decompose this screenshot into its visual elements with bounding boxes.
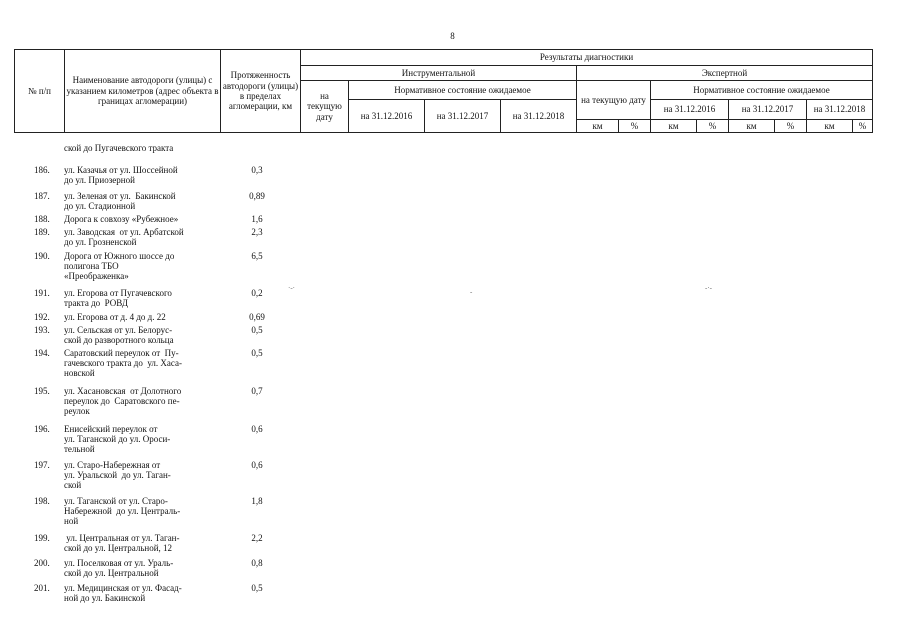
road-name-line: ул. Хасановская от Долотного: [64, 386, 182, 396]
header-name: Наименование автодороги (улицы) с указанием километров (адрес объекта в границах агломерации): [65, 50, 221, 133]
row-number: 199.: [34, 533, 50, 543]
road-length: 0,69: [249, 312, 265, 322]
header-date-expert: на 31.12.2018: [807, 100, 873, 120]
row-number: 190.: [34, 251, 50, 261]
road-name-line: ул. Уральской до ул. Таган-: [64, 470, 171, 480]
road-name: [64, 460, 222, 490]
road-length: 0,3: [251, 165, 263, 175]
row-number: 195.: [34, 386, 50, 396]
scan-artifact: ‐·‐: [705, 284, 712, 292]
road-name-line: ской до ул. Центральной, 12: [64, 543, 173, 553]
road-name-line: ул. Заводская от ул. Арбатской: [64, 227, 184, 237]
header-unit-pct: %: [775, 120, 807, 133]
header-date-expert: на 31.12.2016: [651, 100, 729, 120]
header-expert: Экспертной: [577, 66, 873, 81]
road-name: [64, 558, 222, 578]
road-length: 2,2: [251, 533, 263, 543]
road-name-line: «Преображенка»: [64, 271, 129, 281]
road-name-line: новской: [64, 368, 95, 378]
road-name-line: реулок: [64, 406, 90, 416]
road-name-line: Набережной до ул. Централь-: [64, 506, 181, 516]
road-name: [64, 251, 222, 281]
header-date-expert: на 31.12.2017: [729, 100, 807, 120]
road-length: 2,3: [251, 227, 263, 237]
road-name-line: до ул. Приозерной: [64, 175, 135, 185]
row-number: 192.: [34, 312, 50, 322]
road-name-line: ул. Старо-Набережная от: [64, 460, 161, 470]
road-name: [64, 533, 222, 553]
road-name-line: до ул. Стадионной: [64, 201, 136, 211]
header-date-instr: на 31.12.2016: [349, 100, 425, 133]
road-name: [64, 227, 222, 247]
road-name-line: Дорога от Южного шоссе до: [64, 251, 175, 261]
row-number: 197.: [34, 460, 50, 470]
header-instrumental: Инструментальной: [301, 66, 577, 81]
scan-artifact: ·‐·: [288, 284, 295, 292]
road-name-line: Саратовский переулок от Пу-: [64, 348, 179, 358]
road-name-line: полигона ТБО: [64, 261, 119, 271]
row-number: 188.: [34, 214, 50, 224]
header-normative-expert: Нормативное состояние ожидаемое: [651, 81, 873, 100]
page-number: 8: [450, 31, 455, 41]
header-unit-km: км: [807, 120, 853, 133]
road-name-line: ул. Зеленая от ул. Бакинской: [64, 191, 176, 201]
road-name-line: ской до разворотного кольца: [64, 335, 174, 345]
road-name: [64, 348, 222, 378]
road-length: 0,89: [249, 191, 265, 201]
continuation-line: ской до Пугачевского тракта: [64, 143, 174, 153]
road-name: [64, 386, 222, 416]
road-name-line: ул. Казачья от ул. Шоссейной: [64, 165, 178, 175]
row-number: 198.: [34, 496, 50, 506]
road-name: [64, 583, 222, 603]
scan-artifact: ‐: [470, 288, 473, 296]
header-unit-km: км: [729, 120, 775, 133]
road-name: [64, 288, 222, 308]
road-name-line: ул. Медицинская от ул. Фасад-: [64, 583, 182, 593]
road-length: 0,2: [251, 288, 263, 298]
road-name-line: ской до ул. Центральной: [64, 568, 159, 578]
road-name-line: ной: [64, 516, 79, 526]
row-number: 191.: [34, 288, 50, 298]
header-normative-instr: Нормативное состояние ожидаемое: [349, 81, 577, 100]
header-current-date-instr: на текущую дату: [301, 81, 349, 133]
road-name: [64, 214, 222, 224]
road-name: [64, 424, 222, 454]
road-name-line: ул. Таганской от ул. Старо-: [64, 496, 168, 506]
road-name-line: переулок до Саратовского пе-: [64, 396, 180, 406]
road-length: 0,5: [251, 583, 263, 593]
road-length: 6,5: [251, 251, 263, 261]
road-name-line: тельной: [64, 444, 95, 454]
road-name-line: ул. Егорова от Пугачевского: [64, 288, 172, 298]
header-unit-pct: %: [697, 120, 729, 133]
row-number: 196.: [34, 424, 50, 434]
row-number: 194.: [34, 348, 50, 358]
row-number: 193.: [34, 325, 50, 335]
road-name-line: Енисейский переулок от: [64, 424, 158, 434]
row-number: 200.: [34, 558, 50, 568]
row-number: 186.: [34, 165, 50, 175]
row-number: 187.: [34, 191, 50, 201]
road-name-line: до ул. Грозненской: [64, 237, 137, 247]
road-name: [64, 191, 222, 211]
road-length: 0,6: [251, 424, 263, 434]
road-name-line: ул. Поселковая от ул. Ураль-: [64, 558, 174, 568]
road-length: 0,6: [251, 460, 263, 470]
road-length: 0,8: [251, 558, 263, 568]
road-length: 0,5: [251, 325, 263, 335]
road-name: [64, 165, 222, 185]
road-length: 0,5: [251, 348, 263, 358]
header-diagnostics: Результаты диагностики: [301, 50, 873, 66]
road-name-line: ул. Егорова от д. 4 до д. 22: [64, 312, 166, 322]
header-unit-pct: %: [619, 120, 651, 133]
header-length: Протяженность автодороги (улицы) в пределах агломерации, км: [221, 50, 301, 133]
header-current-date-expert: на текущую дату: [577, 81, 651, 120]
header-num: № п/п: [15, 50, 65, 133]
road-name-line: ул. Сельская от ул. Белорус-: [64, 325, 173, 335]
road-name: [64, 496, 222, 526]
road-name-line: ул. Центральная от ул. Таган-: [64, 533, 180, 543]
header-unit-km: км: [651, 120, 697, 133]
road-name: [64, 312, 222, 322]
road-name-line: Дорога к совхозу «Рубежное»: [64, 214, 179, 224]
road-name: [64, 325, 222, 345]
header-unit-pct: %: [853, 120, 873, 133]
road-length: 0,7: [251, 386, 263, 396]
road-name-line: ной до ул. Бакинской: [64, 593, 146, 603]
row-number: 201.: [34, 583, 50, 593]
header-unit-km: км: [577, 120, 619, 133]
road-length: 1,6: [251, 214, 263, 224]
road-name-line: гачевского тракта до ул. Хаса-: [64, 358, 183, 368]
road-length: 1,8: [251, 496, 263, 506]
header-date-instr: на 31.12.2017: [425, 100, 501, 133]
header-date-instr: на 31.12.2018: [501, 100, 577, 133]
road-name-line: ул. Таганской до ул. Ороси-: [64, 434, 171, 444]
row-number: 189.: [34, 227, 50, 237]
road-name-line: ской: [64, 480, 82, 490]
road-name-line: тракта до РОВД: [64, 298, 129, 308]
